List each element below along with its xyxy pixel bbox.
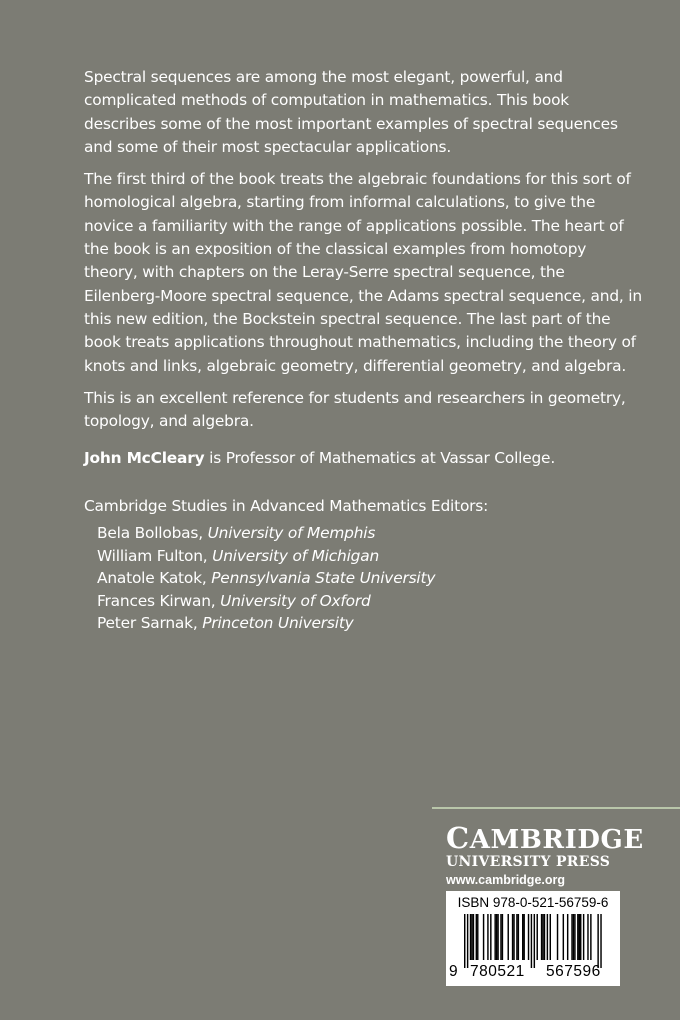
barcode-bar (494, 914, 495, 960)
barcode-bar (470, 914, 471, 960)
barcode-bar (587, 914, 588, 960)
barcode-bar (567, 914, 568, 960)
barcode-bar (512, 914, 513, 960)
barcode-guard-bar (597, 914, 598, 968)
description-paragraph-1: Spectral sequences are among the most elegant, powerful, and complicated methods of computation in mathematics. This book describes some of the most important examples of spectral sequences and some of their most spectacular applications. (84, 68, 618, 156)
barcode-bar (557, 914, 558, 960)
barcode-bar (583, 914, 584, 960)
barcode-guard-bar (600, 914, 601, 968)
barcode-bar (523, 914, 524, 960)
editor-affiliation: Princeton University (202, 614, 354, 633)
editor-item (84, 590, 644, 613)
barcode-bar (477, 914, 478, 960)
barcode-bar (496, 914, 497, 960)
barcode-bar (483, 914, 484, 960)
barcode-bar (487, 914, 488, 960)
barcode-bar (579, 914, 580, 960)
editor-name: Anatole Katok, (97, 569, 212, 588)
barcode-bar (550, 914, 551, 960)
editors-list (84, 522, 644, 635)
accent-stripe (432, 807, 680, 809)
editor-item (84, 545, 644, 568)
barcode-bar (528, 914, 529, 960)
barcode-bar (500, 914, 501, 960)
ean-digits (446, 961, 620, 983)
barcode-bar (571, 914, 572, 960)
barcode-bar (471, 914, 472, 960)
author-bio (84, 447, 644, 470)
barcode-bar (547, 914, 548, 960)
barcode-bar (516, 914, 517, 960)
description-paragraph-3: This is an excellent reference for students and researchers in geometry, topology, and algebra. (84, 388, 626, 431)
barcode-guard-bar (534, 914, 535, 968)
publisher-name-initial: C (446, 821, 470, 855)
ean-left-digits: 780521 (470, 963, 525, 980)
isbn-text: ISBN 978-0-521-56759-6 (457, 895, 609, 910)
ean-right-digits: 567596 (546, 963, 601, 980)
editor-item (84, 567, 644, 590)
back-cover-text (84, 66, 644, 635)
author-name: John McCleary (84, 449, 205, 468)
publisher-logo (446, 821, 644, 889)
barcode-bar (544, 914, 545, 960)
barcode-bar (522, 914, 523, 960)
barcode-guard-bar (531, 914, 532, 968)
barcode-guard-bar (467, 914, 468, 968)
publisher-name-rest: AMBRIDGE (469, 825, 644, 855)
barcode-bar (473, 914, 474, 960)
barcode-bar (513, 914, 514, 960)
publisher-url: www.cambridge.org (446, 873, 566, 887)
editor-name: Frances Kirwan, (97, 591, 221, 610)
barcode-bar (580, 914, 581, 960)
ean-first-digit: 9 (449, 963, 459, 980)
barcode-bar (541, 914, 542, 960)
author-bio-text: is Professor of Mathematics at Vassar College. (204, 449, 556, 468)
barcode-bar (502, 914, 503, 960)
barcode-bar (573, 914, 574, 960)
barcode-bar (563, 914, 564, 960)
editor-affiliation: University of Oxford (220, 591, 371, 610)
publisher-subtitle: UNIVERSITY PRESS (446, 854, 611, 870)
barcode-bar (476, 914, 477, 960)
barcode-bar (497, 914, 498, 960)
description-paragraph-2: The first third of the book treats the algebraic foundations for this sort of homological algebra, starting from informal calculations, to give the novice a familiarity with the range of applications possible. The heart of the book is an exposition of the classical examples from homotopy theory, with chapters on the Leray-Serre spectral sequence, the Eilenberg-Moore spectral sequence, the Adams spectral sequence, and, in this new edition, the Bockstein spectral sequence. The last part of the book treats applications throughout mathematics, including the theory of knots and links, algebraic geometry, differential geometry, and algebra. (84, 170, 642, 375)
barcode-bar (542, 914, 543, 960)
barcode-bar (537, 914, 538, 960)
barcode-guard-bar (464, 914, 465, 968)
barcode-bar (574, 914, 575, 960)
editor-item (84, 612, 644, 635)
editor-affiliation: University of Michigan (212, 546, 379, 565)
barcode-bar (577, 914, 578, 960)
editor-affiliation: Pennsylvania State University (211, 569, 436, 588)
editors-heading: Cambridge Studies in Advanced Mathematics Editors: (84, 496, 489, 515)
isbn-barcode (446, 891, 620, 986)
barcode-bar (518, 914, 519, 960)
editor-affiliation: University of Memphis (207, 524, 376, 543)
editor-name: Bela Bollobas, (97, 524, 208, 543)
editor-name: William Fulton, (97, 546, 213, 565)
barcode-bar (590, 914, 591, 960)
editor-item (84, 522, 644, 545)
publisher-name (446, 821, 644, 855)
barcode-bar (490, 914, 491, 960)
barcode-bar (508, 914, 509, 960)
editor-name: Peter Sarnak, (97, 614, 203, 633)
